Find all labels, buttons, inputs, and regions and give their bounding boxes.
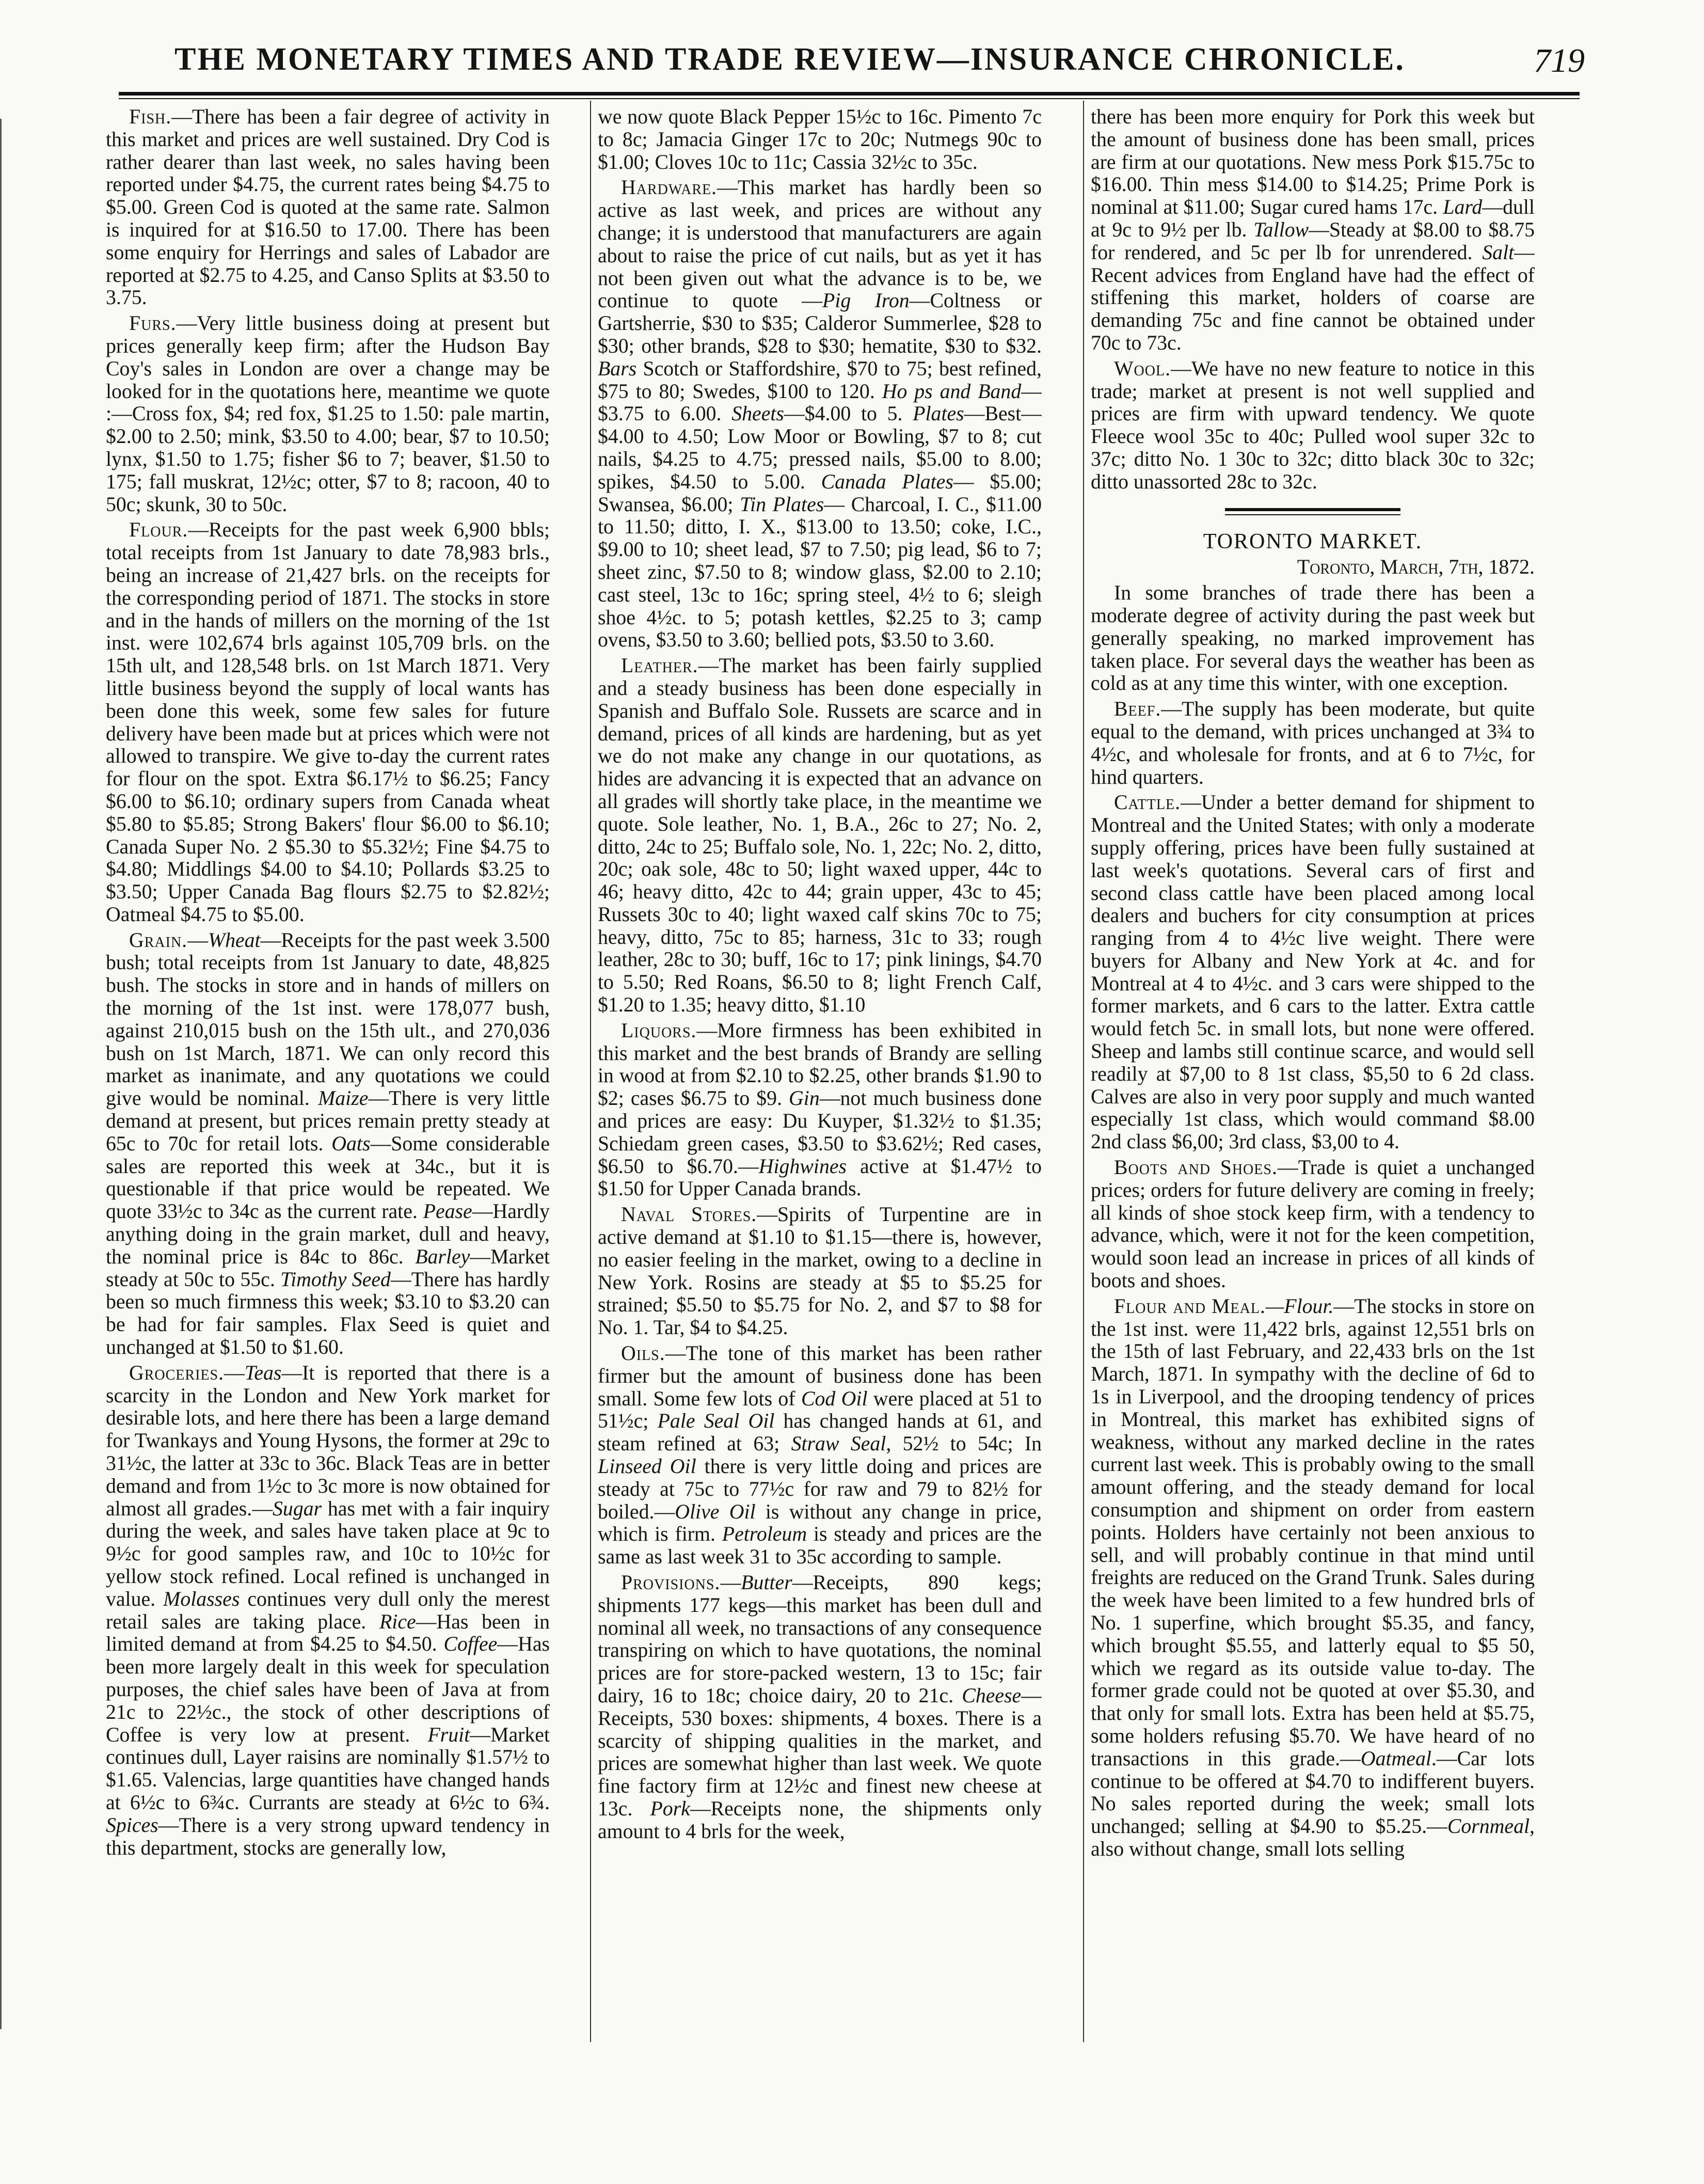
- section-head: Leather.: [621, 654, 698, 677]
- section-body: active at $1.47½ to $1.50 for Upper Canada brands.: [598, 1154, 1042, 1200]
- column-divider: [590, 101, 591, 2042]
- subhead: Rice: [379, 1610, 416, 1633]
- paragraph-intro: [1091, 582, 1535, 695]
- section-body: —Hardly anything doing in the grain market, dull and heavy, the nominal price is 84c to 86c.: [106, 1200, 550, 1268]
- section-head: Cattle.: [1114, 791, 1181, 814]
- subhead: Spices: [106, 1813, 158, 1837]
- header-rule-thin: [119, 98, 1580, 99]
- running-title: THE MONETARY TIMES AND TRADE REVIEW—INSURANCE CHRONICLE.: [174, 42, 1405, 77]
- paragraph-boots-shoes: [1091, 1157, 1535, 1292]
- subhead: —Flour.: [1265, 1294, 1334, 1318]
- subhead: Gin: [789, 1087, 820, 1110]
- section-body: —Coltness or Gartsherrie, $30 to $35; Calderor Summerlee, $28 to $30; other brands, $28 to $30; hematite, $30 to $32.: [598, 289, 1042, 357]
- section-body: —Market steady at 50c to 55c.: [106, 1245, 550, 1291]
- subhead: Cheese: [962, 1684, 1022, 1707]
- section-body: —Trade is quiet a unchanged prices; orders for future delivery are coming in freely; all kinds of shoe stock keep firm, with a tendency to advance, which, were it not for the keen competition, would soon lead an increase in prices of all kinds of boots and shoes.: [1091, 1156, 1535, 1292]
- subhead: Timothy Seed: [280, 1268, 391, 1291]
- section-head: Boots and Shoes.: [1114, 1156, 1278, 1179]
- subhead: Cod Oil: [801, 1387, 868, 1410]
- paragraph-provisions: Provisions.—Butter—Receipts, 890 kegs; shipments 177 kegs—this market has been dull and nominal all week, no transactions of any consequence transpiring on which to have quotations, the nominal prices are for store-packed western, 13 to 15c; fair dairy, 16 to 18c; choice dairy, 20 to 21c. Cheese—Receipts, 530 boxes: shipments, 4 boxes. There is a scarcity of shipping qualities in the market, and prices are somewhat higher than last week. We quote fine factory firm at 12½c and finest new cheese at 13c. Pork—Receipts none, the shipments only amount to 4 brls for the week,: [598, 1571, 1042, 1843]
- subhead: Sheets: [731, 402, 784, 425]
- subhead: Oatmeal: [1360, 1747, 1431, 1770]
- column-right: [1091, 106, 1535, 2037]
- section-head: Grain.: [129, 928, 188, 952]
- section-body: —Under a better demand for shipment to Montreal and the United States; with only a moderate supply offering, prices have been fully sustained at last week's quotations. Several cars of first and second class cattle have been placed among local dealers and buchers for city consumption at prices ranging from 4 to 4½c live weight. There were buyers for Albany and New York at 4c. and for Montreal at 4 to 4½c. and 3 cars were shipped to the former markets, and 6 cars to the latter. Extra cattle would fetch 5c. in small lots, but none were offered. Sheep and lambs still continue scarce, and would sell readily at $7,00 to 8 1st class, $5,50 to 6 2d class. Calves are also in very poor supply and much wanted especially 1st class, which would command $8.00 2nd class $6,00; 3rd class, $3,00 to 4.: [1091, 791, 1535, 1153]
- header-rule: [119, 92, 1580, 96]
- section-head: Naval Stores.: [621, 1203, 757, 1226]
- subhead: Coffee: [443, 1633, 498, 1656]
- paragraph-grain: Grain.—Wheat—Receipts for the past week 3.500 bush; total receipts from 1st January to date, 48,825 bush. The stocks in store and in hands of millers on the morning of the 1st inst. were 178,077 bush, against 210,015 bush on the 15th ult., and 270,036 bush on 1st March, 1871. We can only record this market as inanimate, and any quotations we could give would be nominal. Maize—There is very little demand at present, but prices remain pretty steady at 65c to 70c for retail lots. Oats—Some considerable sales are reported this week at 34c., but it is questionable if that price would be repeated. We quote 33½c to 34c as the current rate. Pease—Hardly anything doing in the grain market, dull and heavy, the nominal price is 84c to 86c. Barley—Market steady at 50c to 55c. Timothy Seed—There has hardly been so much firmness this week; $3.10 to $3.20 can be had for fair samples. Flax Seed is quiet and unchanged at $1.50 to $1.60.: [106, 928, 550, 1359]
- paragraph-naval-stores: [598, 1204, 1042, 1339]
- subhead: Barley: [415, 1245, 470, 1268]
- section-body: we now quote Black Pepper 15½c to 16c. Pimento 7c to 8c; Jamacia Ginger 17c to 20c; Nutmegs 90c to $1.00; Cloves 10c to 11c; Cassia 32½c to 35c.: [598, 106, 1042, 173]
- paragraph-flour: [106, 519, 550, 926]
- subhead: Lard: [1443, 196, 1483, 219]
- subhead: Salt: [1482, 241, 1515, 264]
- section-body: —There has been a fair degree of activity in this market and prices are well sustained. Dry Cod is rather dearer than last week, no sales having been reported under $4.75, the current rates being $4.75 to $5.00. Green Cod is quoted at the same rate. Salmon is inquired for at $16.50 to 17.00. There has been some enquiry for Herrings and sales of Labador are reported at $2.75 to 4.25, and Canso Splits at $3.50 to 3.75.: [106, 106, 550, 309]
- section-divider: [1225, 508, 1400, 515]
- subhead: Butter: [741, 1571, 792, 1594]
- section-body: is steady and prices are the same as last week 31 to 35c according to sample.: [598, 1523, 1042, 1569]
- section-body: has met with a fair inquiry during the week, and sales have taken place at 9c to 9½c for good samples raw, and 10c to 10½c for yellow stock refined. Local refined is unchanged in value.: [106, 1497, 550, 1610]
- section-body: — $5.00; Swansea, $6.00;: [598, 470, 1042, 516]
- section-body: —Steady at $8.00 to $8.75 for rendered, and 5c per lb for unrendered.: [1091, 218, 1535, 264]
- section-body: is without any change in price, which is firm.: [598, 1500, 1042, 1546]
- section-body: —dull at 9c to 9½ per lb.: [1091, 196, 1535, 241]
- column-middle: [598, 106, 1042, 2037]
- column-divider: [1083, 101, 1084, 2042]
- section-body: —$4.00 to 5.: [784, 402, 903, 425]
- section-body: there has been more enquiry for Pork this week but the amount of business done has been small, prices are firm at our quotations. New mess Pork $15.75c to $16.00. Thin mess $14.00 to $14.25; Prime Pork is nominal at $11.00; Sugar cured hams 17c.: [1091, 106, 1535, 219]
- section-body: —Receipts for the past week 6,900 bbls; total receipts from 1st January to date 78,983 brls., being an increase of 21,427 brls. on the receipts for the corresponding period of 1871. The stocks in store and in the hands of millers on the morning of the 1st inst. were 102,674 brls against 105,709 brls. on the 15th ult, and 128,548 brls. on 1st March 1871. Very little business beyond the supply of local wants has been done this week, some few sales for future delivery have been made but at prices which were not allowed to transpire. We give to-day the current rates for flour on the spot. Extra $6.17½ to $6.25; Fancy $6.00 to $6.10; ordinary supers from Canada wheat $5.80 to $5.85; Strong Bakers' flour $6.00 to $6.10; Canada Super No. 2 $5.30 to $5.32½; Fine $4.75 to $4.80; Middlings $4.00 to $4.10; Pollards $3.25 to $3.50; Upper Canada Bag flours $2.75 to $2.82½; Oatmeal $4.75 to $5.00.: [106, 518, 550, 926]
- subhead: Teas: [244, 1361, 282, 1384]
- paragraph-wool: [1091, 358, 1535, 494]
- subhead: Straw Seal: [791, 1432, 886, 1455]
- dateline: Toronto, March, 7th, 1872.: [1297, 556, 1535, 579]
- market-heading: TORONTO MARKET.: [1203, 529, 1423, 553]
- section-body: —Has been more largely dealt in this week for speculation purposes, the chief sales have been of Java at from 21c to 22½c., the stock of other descriptions of Coffee is very low at present.: [106, 1633, 550, 1746]
- section-body: , also without change, small lots selling: [1091, 1815, 1535, 1860]
- subhead: Bars: [598, 357, 637, 380]
- section-body: were placed at 51 to 51½c;: [598, 1387, 1042, 1433]
- section-body: —This market has hardly been so active as last week, and prices are without any change; it is understood that manufacturers are again about to raise the price of cut nails, but as yet it has not been given out what the advance is to be, we continue to quote —: [598, 176, 1042, 312]
- section-body: —$3.75 to 6.00.: [598, 379, 1042, 425]
- paragraph-liquors: [598, 1020, 1042, 1200]
- section-body: —The stocks in store on the 1st inst. were 11,422 brls, against 12,551 brls on the 15th of last February, and 22,433 brls on the 1st March, 1871. In sympathy with the decline of 6d to 1s in Liverpool, and the drooping tendency of prices in Montreal, this market has exhibited signs of weakness, without any marked decline in the rates current last week. This is probably owing to the small amount offering, and the steady demand for local consumption and shipment on order from eastern points. Holders have certainly not been anxious to sell, and will probably continue in that mind until freights are reduced on the Grand Trunk. Sales during the week have been limited to a few hundred brls of No. 1 superfine, which brought $5.35, and fancy, which brought $5.55, and latterly equal to $5 50, which we regard as its outside value to-day. The former grade could not be quoted at over $5.30, and that only for small lots. Extra has been held at $5.75, some holders refusing $5.70. We have heard of no transactions in this grade.—: [1091, 1294, 1535, 1770]
- subhead: Oats: [331, 1132, 371, 1155]
- subhead: Molasses: [163, 1587, 240, 1610]
- section-head: Furs.: [129, 312, 177, 335]
- section-body: —Spirits of Turpentine are in active demand at $1.10 to $1.15—there is, however, no easier feeling in the market, owing to a decline in New York. Rosins are steady at $5 to $5.25 for strained; $5.50 to $5.75 for No. 2, and $7 to $8 for No. 1. Tar, $4 to $4.25.: [598, 1203, 1042, 1339]
- section-body: —The supply has been moderate, but quite equal to the demand, with prices unchanged at 3¾ to 4½c, and wholesale for fronts, and at 6 to 7½c, for hind quarters.: [1091, 698, 1535, 788]
- subhead: Wheat: [208, 928, 261, 952]
- subhead: Petroleum: [722, 1523, 807, 1546]
- section-body: —It is reported that there is a scarcity in the London and New York market for desirable lots, and here there has been a large demand for Twankays and Young Hysons, the former at 29c to 31½c, the latter at 33c to 36c. Black Teas are in better demand and from 1½c to 3c more is now obtained for almost all grades.: [106, 1361, 550, 1520]
- paragraph-flour-meal: [1091, 1295, 1535, 1861]
- subhead: Tallow: [1253, 218, 1309, 241]
- section-head: Beef.: [1114, 698, 1161, 721]
- paragraph-furs: [106, 312, 550, 516]
- section-body: —not much business done and prices are easy: Du Kuyper, $1.32½ to $1.35; Schiedam green cases, $3.50 to $3.62½; Red cases, $6.50 to $6.70.—: [598, 1087, 1042, 1178]
- subhead: Pale Seal Oil: [657, 1410, 775, 1433]
- section-body: , 52½ to 54c; In: [886, 1432, 1042, 1455]
- subhead: Cornmeal: [1447, 1815, 1530, 1838]
- page-edge-mark: [0, 119, 6, 2029]
- column-left: [106, 106, 550, 2037]
- section-body: —The tone of this market has been rather firmer but the amount of business done has been small. Some few lots of: [598, 1342, 1042, 1410]
- paragraph-hardware: [598, 177, 1042, 652]
- section-head: Hardware.: [621, 176, 718, 199]
- section-head: Oils.: [621, 1342, 665, 1365]
- section-body: there is very little doing and prices are steady at 75c to 77½c for raw and 79 to 82½ for boiled.—: [598, 1455, 1042, 1523]
- section-body: —Receipts, 530 boxes: shipments, 4 boxes. There is a scarcity of shipping qualities in the market, and prices are somewhat higher than last week. We quote fine factory firm at 12½c and finest new cheese at 13c.: [598, 1684, 1042, 1820]
- section-head: Flour and Meal.: [1114, 1294, 1266, 1318]
- section-body: —Receipts none, the shipments only amount to 4 brls for the week,: [598, 1797, 1042, 1843]
- paragraph-groceries: Groceries.—Teas—It is reported that there is a scarcity in the London and New York market for desirable lots, and here there has been a large demand for Twankays and Young Hysons, the former at 29c to 31½c, the latter at 33c to 36c. Black Teas are in better demand and from 1½c to 3c more is now obtained for almost all grades.—Sugar has met with a fair inquiry during the week, and sales have taken place at 9c to 9½c for good samples raw, and 10c to 10½c for yellow stock refined. Local refined is unchanged in value. Molasses continues very dull only the merest retail sales are taking place. Rice—Has been in limited demand at from $4.25 to $4.50. Coffee—Has been more largely dealt in this week for speculation purposes, the chief sales have been of Java at from 21c to 22½c., the stock of other descriptions of Coffee is very low at present. Fruit—Market continues dull, Layer raisins are nominally $1.57½ to $1.65. Valencias, large quantities have changed hands at 6½c to 6¾c. Currants are steady at 6½c to 6¾. Spices—There is a very strong upward tendency in this department, stocks are generally low,: [106, 1361, 550, 1859]
- paragraph-fish: [106, 106, 550, 309]
- subhead: Olive Oil: [675, 1500, 756, 1523]
- paragraph-oils: [598, 1342, 1042, 1569]
- section-body: Scotch or Staffordshire, $70 to 75; best refined, $75 to 80; Swedes, $100 to 120.: [598, 357, 1042, 403]
- section-body: has changed hands at 61, and steam refined at 63;: [598, 1410, 1042, 1455]
- section-body: —More firmness has been exhibited in this market and the best brands of Brandy are selling in wood at from $2.10 to $2.25, other brands $1.90 to $2; cases $6.75 to $9.: [598, 1019, 1042, 1110]
- paragraph-continued: [598, 106, 1042, 173]
- section-body: —The market has been fairly supplied and a steady business has been done especially in Spanish and Buffalo Sole. Russets are scarce and in demand, prices of all kinds are hardening, but as yet we do not make any change in our quotations, as hides are advancing it is expected that an advance on all grades will shortly take place, in the meantime we quote. Sole leather, No. 1, B.A., 26c to 27; No. 2, ditto, 24c to 25; Buffalo sole, No. 1, 22c; No. 2, ditto, 20c; oak sole, 48c to 50; light waxed upper, 44c to 46; heavy ditto, 42c to 44; grain upper, 43c to 45; Russets 30c to 40; light waxed calf skins 70c to 75; heavy, ditto, 75c to 85; harness, 31c to 33; rough leather, 28c to 30; buff, 16c to 17; pink linings, $4.70 to 5.50; Red Roans, $6.50 to 8; light French Calf, $1.20 to 1.35; heavy ditto, $1.10: [598, 654, 1042, 1017]
- section-body: —Very little business doing at present but prices generally keep firm; after the Hudson Bay Coy's sales in London are over a change may be looked for in the quotations here, meantime we quote :—Cross fox, $4; red fox, $1.25 to 1.50: pale martin, $2.00 to 2.50; mink, $3.50 to 4.00; bear, $7 to 10.50; lynx, $1.50 to 1.75; fisher $6 to 7; beaver, $1.50 to 175; fall muskrat, 12½c; otter, $7 to 8; racoon, 40 to 50c; skunk, 30 to 50c.: [106, 312, 550, 516]
- section-body: .—Car lots continue to be offered at $4.70 to indifferent buyers. No sales reported during the week; small lots unchanged; selling at $4.90 to $5.25.—: [1091, 1747, 1535, 1838]
- subhead: Pork: [650, 1797, 690, 1820]
- subhead: Canada Plates: [821, 470, 953, 493]
- subhead: Sugar: [273, 1497, 322, 1520]
- subhead: Highwines: [758, 1154, 847, 1178]
- section-head: Liquors.: [621, 1019, 697, 1042]
- section-head: Groceries.: [129, 1361, 225, 1384]
- section-body: —Market continues dull, Layer raisins are nominally $1.57½ to $1.65. Valencias, large quantities have changed hands at 6½c to 6¾c. Currants are steady at 6½c to 6¾.: [106, 1723, 550, 1814]
- paragraph-beef: [1091, 698, 1535, 788]
- subhead: Ho ps and Band: [882, 379, 1022, 403]
- subhead: Pig Iron: [822, 289, 910, 312]
- section-body: —Recent advices from England have had the effect of stiffening this market, holders of coarse are demanding 75c and fine cannot be obtained under 70c to 73c.: [1091, 241, 1535, 354]
- subhead: Pease: [423, 1200, 472, 1223]
- section-body: —Has been in limited demand at from $4.25 to $4.50.: [106, 1610, 550, 1656]
- section-body: —There has hardly been so much firmness this week; $3.10 to $3.20 can be had for fair samples. Flax Seed is quiet and unchanged at $1.50 to $1.60.: [106, 1268, 550, 1359]
- page-header: [119, 36, 1595, 98]
- section-body: continues very dull only the merest retail sales are taking place.: [106, 1587, 550, 1633]
- subhead: Fruit: [427, 1723, 470, 1746]
- subhead: Tin Plates: [740, 493, 824, 516]
- section-head: Wool.: [1114, 357, 1171, 380]
- subhead: Maize: [318, 1087, 369, 1110]
- section-body: —We have no new feature to notice in this trade; market at present is not well supplied and prices are firm with upward tendency. We quote Fleece wool 35c to 40c; Pulled wool super 32c to 37c; ditto No. 1 30c to 32c; ditto black 30c to 32c; ditto unassorted 28c to 32c.: [1091, 357, 1535, 493]
- section-body: — Charcoal, I. C., $11.00 to 11.50; ditto, I. X., $13.00 to 13.50; coke, I.C., $9.00 to 10; sheet lead, $7 to 7.50; pig lead, $6 to 7; sheet zinc, $7.50 to 8; window glass, $2.00 to 2.10; cast steel, 13c to 16c; spring steel, 4½ to 6; sleigh shoe 4½c. to 5; potash kettles, $2.25 to 3; camp ovens, $3.50 to 3.60; bellied pots, $3.50 to 3.60.: [598, 493, 1042, 652]
- section-head: Flour.: [129, 518, 188, 542]
- section-body: —There is very little demand at present, but prices remain pretty steady at 65c to 70c for retail lots.: [106, 1087, 550, 1155]
- paragraph-cattle: [1091, 792, 1535, 1153]
- section-body: —Receipts, 890 kegs; shipments 177 kegs—this market has been dull and nominal all week, no transactions of any consequence transpiring on which to have quotations, the nominal prices are for store-packed western, 13 to 15c; fair dairy, 16 to 18c; choice dairy, 20 to 21c.: [598, 1571, 1042, 1707]
- page-number: 719: [1534, 42, 1585, 80]
- paragraph-leather: [598, 655, 1042, 1017]
- subhead: Linseed Oil: [598, 1455, 696, 1478]
- section-body: —Receipts for the past week 3.500 bush; total receipts from 1st January to date, 48,825 bush. The stocks in store and in hands of millers on the morning of the 1st inst. were 178,077 bush, against 210,015 bush on the 15th ult., and 270,036 bush on 1st March, 1871. We can only record this market as inanimate, and any quotations we could give would be nominal.: [106, 928, 550, 1110]
- section-head: Fish.: [129, 106, 172, 128]
- section-body: —Best—$4.00 to 4.50; Low Moor or Bowling, $7 to 8; cut nails, $4.25 to 4.75; pressed nails, $5.00 to 8.00; spikes, $4.50 to 5.00.: [598, 402, 1042, 493]
- paragraph-continued: [1091, 106, 1535, 355]
- section-body: —There is a very strong upward tendency in this department, stocks are generally low,: [106, 1813, 550, 1859]
- subhead: Plates: [913, 402, 964, 425]
- section-body: In some branches of trade there has been a moderate degree of activity during the past week but generally speaking, no marked improvement has taken place. For several days the weather has been as cold as at any time this winter, with one exception.: [1091, 581, 1535, 695]
- section-head: Provisions.: [621, 1571, 721, 1594]
- section-body: —Some considerable sales are reported this week at 34c., but it is questionable if that price would be repeated. We quote 33½c to 34c as the current rate.: [106, 1132, 550, 1223]
